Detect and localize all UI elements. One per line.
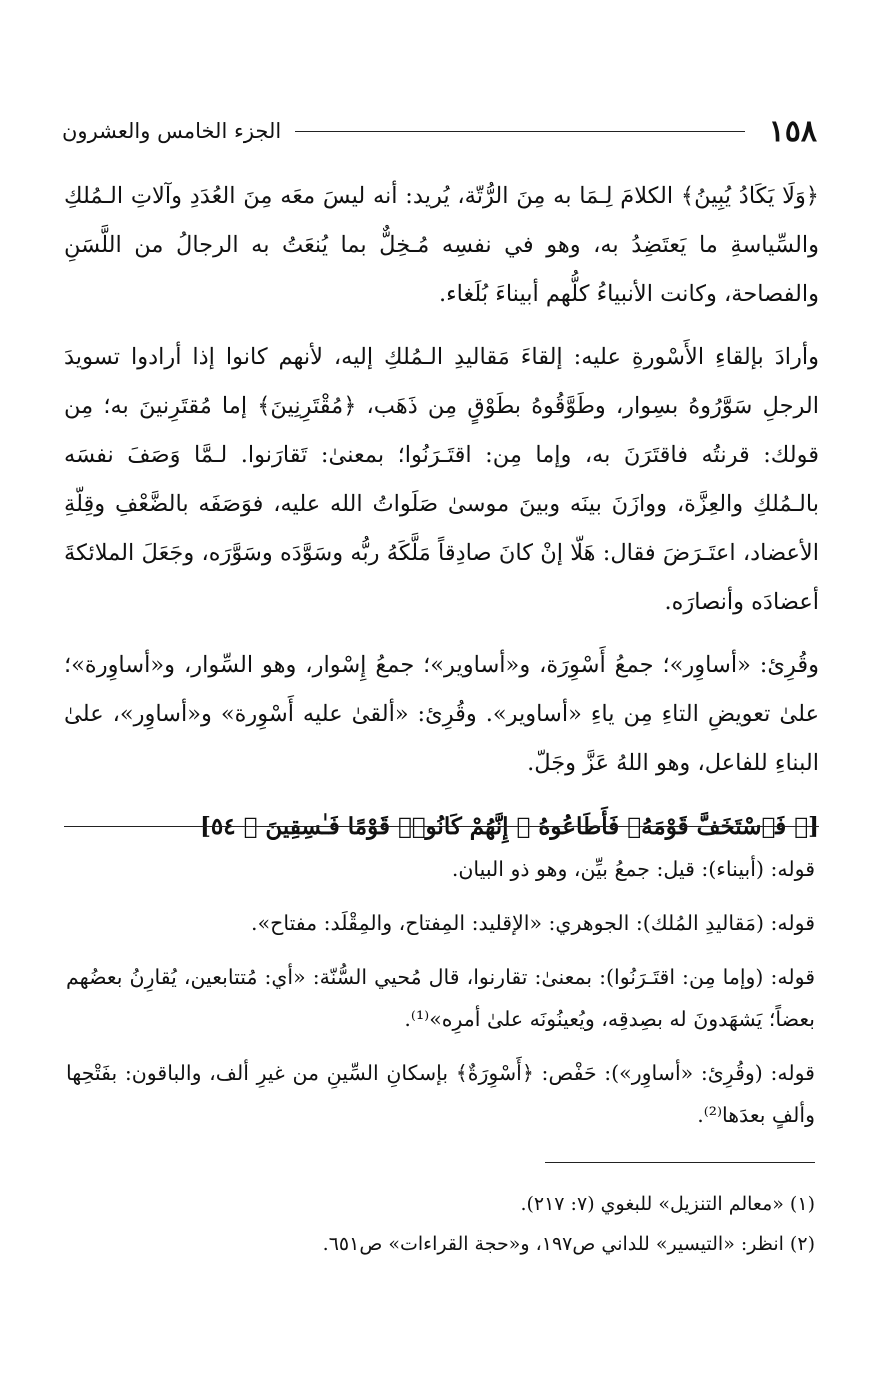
quran-verse: [﴿ فَٱسْتَخَفَّ قَوْمَهُۥ فَأَطَاعُوهُ ۚ إِنَّهُمْ كَانُوا۟ قَوْمًا فَـٰسِقِينَ ﴾ ٥٤] — [199, 813, 819, 840]
paragraph-3: وقُرِئ: «أساوِر»؛ جمعُ أَسْوِرَة، و«أساوير»؛ جمعُ إِسْوار، وهو السِّوار، و«أساوِرة»؛ علىٰ تعويضِ التاءِ مِن ياءِ «أساوير». وقُرِئ: «ألقىٰ عليه أَسْوِرة» و«أساوِر»، علىٰ البناءِ للفاعل، وهو اللهُ عَزَّ وجَلّ. — [64, 652, 819, 776]
footnote-1: (١) «معالم التنزيل» للبغوي (٧: ٢١٧). — [520, 1193, 815, 1215]
note-4: قوله: (وقُرِئ: «أساوِر»): حَفْص: ﴿أَسْوِرَةٌ﴾ بإسكانِ السِّينِ من غيرِ ألف، والباقون: بفَتْحِها وألفٍ بعدَها⁽²⁾. — [66, 1061, 815, 1127]
commentary-notes — [66, 848, 815, 1148]
footnotes — [66, 1184, 815, 1264]
main-divider — [64, 826, 819, 827]
footnote-2: (٢) انظر: «التيسير» للداني ص١٩٧، و«حجة القراءات» ص٦٥١. — [322, 1233, 815, 1255]
page-number: ١٥٨ — [768, 113, 817, 149]
main-text — [64, 172, 819, 865]
note-3: قوله: (وإما مِن: اقتَـرَنُوا): بمعنىٰ: تقارنوا، قال مُحيي السُّنّة: «أي: مُتتابعين، يُقارِنُ بعضُهم بعضاً؛ يَشهَدونَ له بصِدقِه، ويُعينُونَه علىٰ أمرِه»⁽¹⁾. — [66, 965, 815, 1031]
paragraph-1: ﴿وَلَا يَكَادُ يُبِينُ﴾ الكلامَ لِـمَا به مِنَ الرُّتّة، يُريد: أنه ليسَ معَه مِنَ العُدَدِ وآلاتِ الـمُلكِ والسِّياسةِ ما يَعتَضِدُ به، وهو في نفسِه مُـخِلٌّ بما يُنعَتُ به الرجالُ من اللَّسَنِ والفصاحة، وكانت الأنبياءُ كلُّهم أبيناءَ بُلَغاء. — [64, 183, 819, 307]
header-rule — [295, 131, 744, 132]
note-1: قوله: (أبيناء): قيل: جمعُ بيِّن، وهو ذو البيان. — [451, 857, 815, 881]
footnote-divider — [545, 1162, 815, 1163]
note-2: قوله: (مَقاليدِ المُلك): الجوهري: «الإقليد: المِفتاح، والمِقْلَد: مفتاح». — [251, 911, 815, 935]
page-header — [62, 108, 817, 154]
paragraph-2: وأرادَ بإلقاءِ الأَسْورةِ عليه: إلقاءَ مَقاليدِ الـمُلكِ إليه، لأنهم كانوا إذا أرادوا تسويدَ الرجلِ سَوَّرُوهُ بسِوار، وطَوَّقُوهُ بطَوْقٍ مِن ذَهَب، ﴿مُقْتَرِنِينَ﴾ إما مُقتَرِنينَ به؛ مِن قولك: قرنتُه فاقتَرَنَ به، وإما مِن: اقتَـرَنُوا؛ بمعنىٰ: تَقارَنوا. لـمَّا وَصَفَ نفسَه بالـمُلكِ والعِزَّة، ووازَنَ بينَه وبينَ موسىٰ صَلَواتُ الله عليه، فوَصَفَه بالضَّعْفِ وقِلّةِ الأعضاد، اعتَـرَضَ فقال: هَلّا إنْ كانَ صادِقاً مَلَّكَهُ ربُّه وسَوَّدَه وسَوَّرَه، وجَعَلَ الملائكةَ أعضادَه وأنصارَه. — [64, 344, 819, 615]
running-title: الجزء الخامس والعشرون — [62, 119, 282, 143]
